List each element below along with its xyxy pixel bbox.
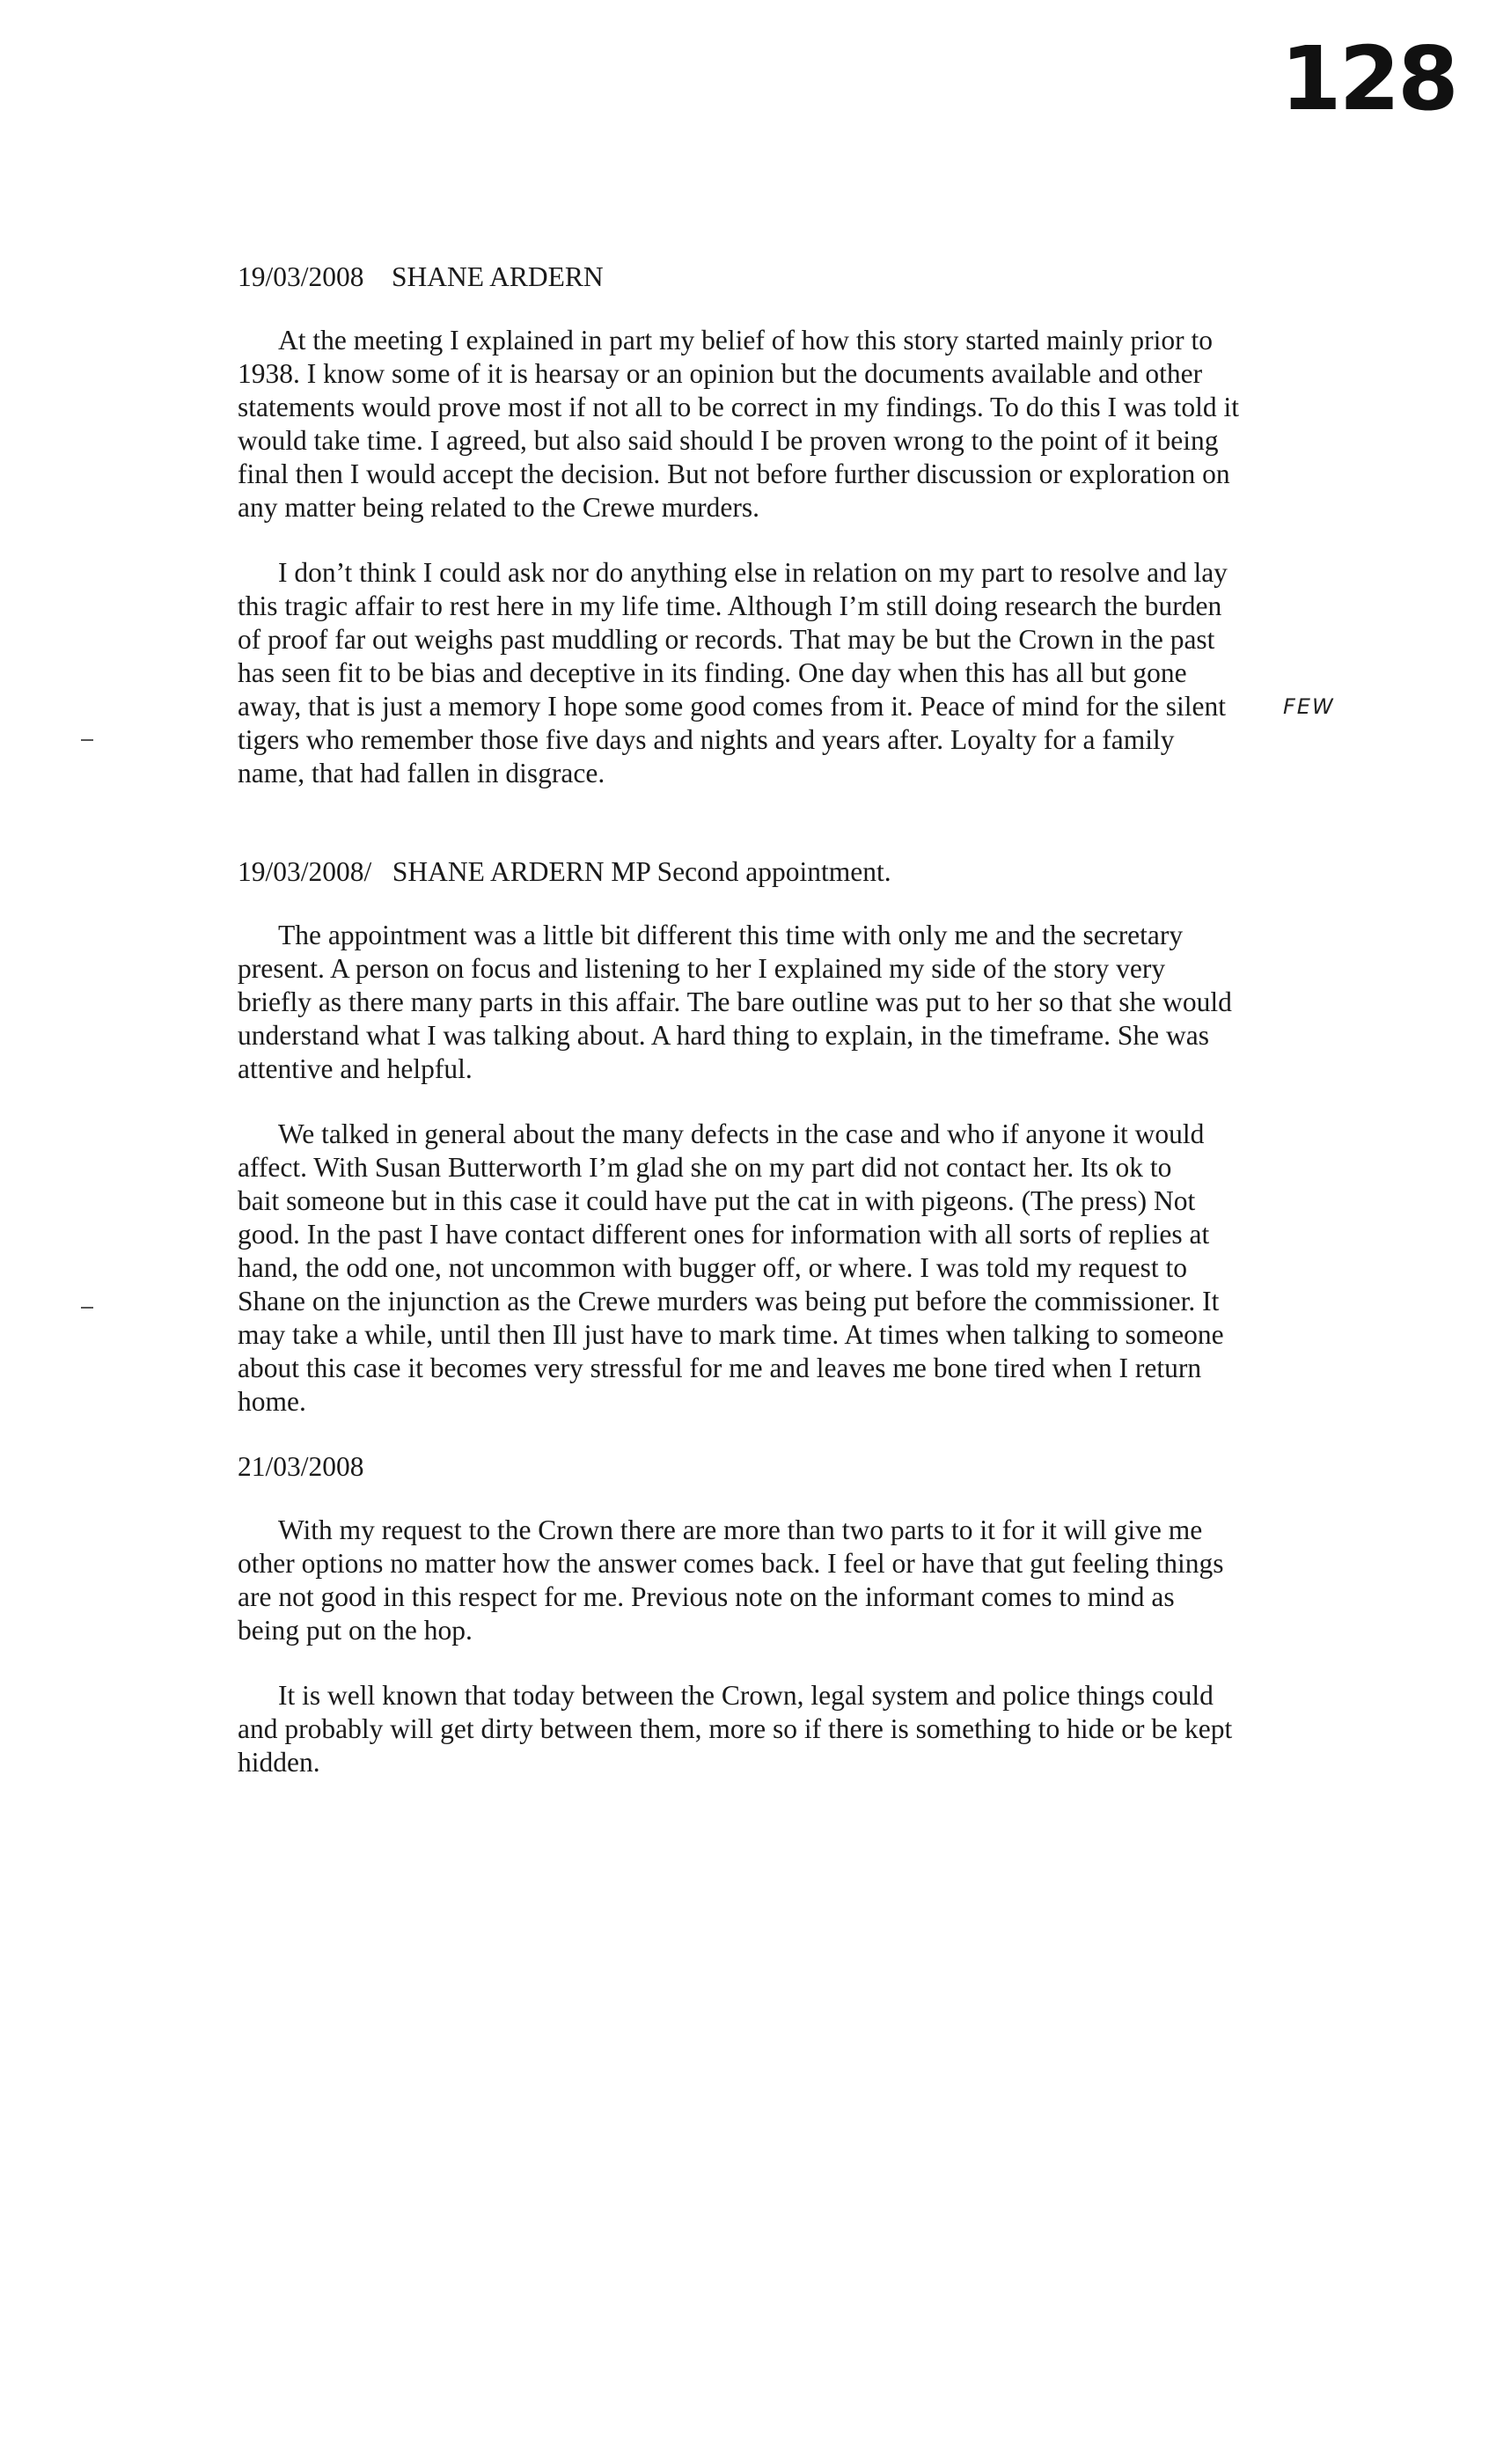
- entry-heading: 19/03/2008 SHANE ARDERN: [238, 261, 604, 292]
- text-line: tigers who remember those five days and nights and years after. Loyalty for a family: [238, 724, 1175, 755]
- text-line: 1938. I know some of it is hearsay or an opinion but the documents available and other: [238, 358, 1203, 389]
- margin-handwritten-note: FEW: [1283, 694, 1335, 719]
- text-line: briefly as there many parts in this affair. The bare outline was put to her so that she would: [238, 986, 1232, 1017]
- text-line: bait someone but in this case it could have put the cat in with pigeons. (The press) Not: [238, 1185, 1196, 1216]
- margin-tick-mark: [81, 739, 93, 741]
- text-line: I don’t think I could ask nor do anything else in relation on my part to resolve and lay: [278, 557, 1228, 588]
- text-line: has seen fit to be bias and deceptive in its finding. One day when this has all but gone: [238, 657, 1187, 688]
- text-line: Shane on the injunction as the Crewe murders was being put before the commissioner. It: [238, 1286, 1220, 1316]
- text-line: The appointment was a little bit different this time with only me and the secretary: [278, 920, 1184, 950]
- paragraph: [238, 324, 1355, 524]
- text-line: understand what I was talking about. A hard thing to explain, in the timeframe. She was: [238, 1020, 1210, 1051]
- margin-tick-mark: [81, 1307, 93, 1309]
- text-line: name, that had fallen in disgrace.: [238, 758, 605, 788]
- text-line: home.: [238, 1386, 306, 1417]
- text-line: may take a while, until then Ill just have to mark time. At times when talking to someone: [238, 1319, 1224, 1350]
- text-line: any matter being related to the Crewe murders.: [238, 492, 760, 523]
- entry-section: [238, 855, 1355, 1419]
- text-line: are not good in this respect for me. Previous note on the informant comes to mind as: [238, 1581, 1175, 1612]
- text-line: would take time. I agreed, but also said should I be proven wrong to the point of it being: [238, 425, 1219, 456]
- text-line: statements would prove most if not all to be correct in my findings. To do this I was told it: [238, 392, 1240, 422]
- text-line: about this case it becomes very stressful for me and leaves me bone tired when I return: [238, 1353, 1202, 1383]
- paragraph: [238, 556, 1355, 790]
- section-spacer: [238, 822, 1355, 855]
- text-line: other options no matter how the answer comes back. I feel or have that gut feeling things: [238, 1548, 1224, 1579]
- text-line: attentive and helpful.: [238, 1053, 473, 1084]
- page-number: 128: [1280, 27, 1456, 130]
- entry-heading: 21/03/2008: [238, 1451, 364, 1482]
- entry-heading: 19/03/2008/ SHANE ARDERN MP Second appointment.: [238, 856, 891, 887]
- text-line: hidden.: [238, 1747, 320, 1778]
- text-line: We talked in general about the many defects in the case and who if anyone it would: [278, 1118, 1205, 1149]
- paragraph: [238, 1679, 1355, 1779]
- paragraph: [238, 1514, 1355, 1647]
- document-body: [238, 260, 1355, 1811]
- text-line: being put on the hop.: [238, 1615, 473, 1646]
- text-line: With my request to the Crown there are more than two parts to it for it will give me: [278, 1514, 1203, 1545]
- text-line: of proof far out weighs past muddling or records. That may be but the Crown in the past: [238, 624, 1215, 655]
- text-line: good. In the past I have contact different ones for information with all sorts of replies at: [238, 1219, 1210, 1250]
- text-line: this tragic affair to rest here in my life time. Although I’m still doing research the burden: [238, 590, 1222, 621]
- text-line: and probably will get dirty between them, more so if there is something to hide or be kept: [238, 1713, 1233, 1744]
- entry-section: [238, 260, 1355, 790]
- paragraph: [238, 1118, 1355, 1419]
- paragraph: [238, 919, 1355, 1086]
- text-line: It is well known that today between the Crown, legal system and police things could: [278, 1680, 1214, 1711]
- text-line: affect. With Susan Butterworth I’m glad she on my part did not contact her. Its ok to: [238, 1152, 1172, 1183]
- text-line: present. A person on focus and listening to her I explained my side of the story very: [238, 953, 1166, 984]
- text-line: At the meeting I explained in part my belief of how this story started mainly prior to: [278, 325, 1214, 356]
- entry-section: [238, 1450, 1355, 1779]
- text-line: away, that is just a memory I hope some good comes from it. Peace of mind for the silent: [238, 691, 1226, 722]
- text-line: hand, the odd one, not uncommon with bugger off, or where. I was told my request to: [238, 1252, 1187, 1283]
- text-line: final then I would accept the decision. But not before further discussion or exploration on: [238, 458, 1230, 489]
